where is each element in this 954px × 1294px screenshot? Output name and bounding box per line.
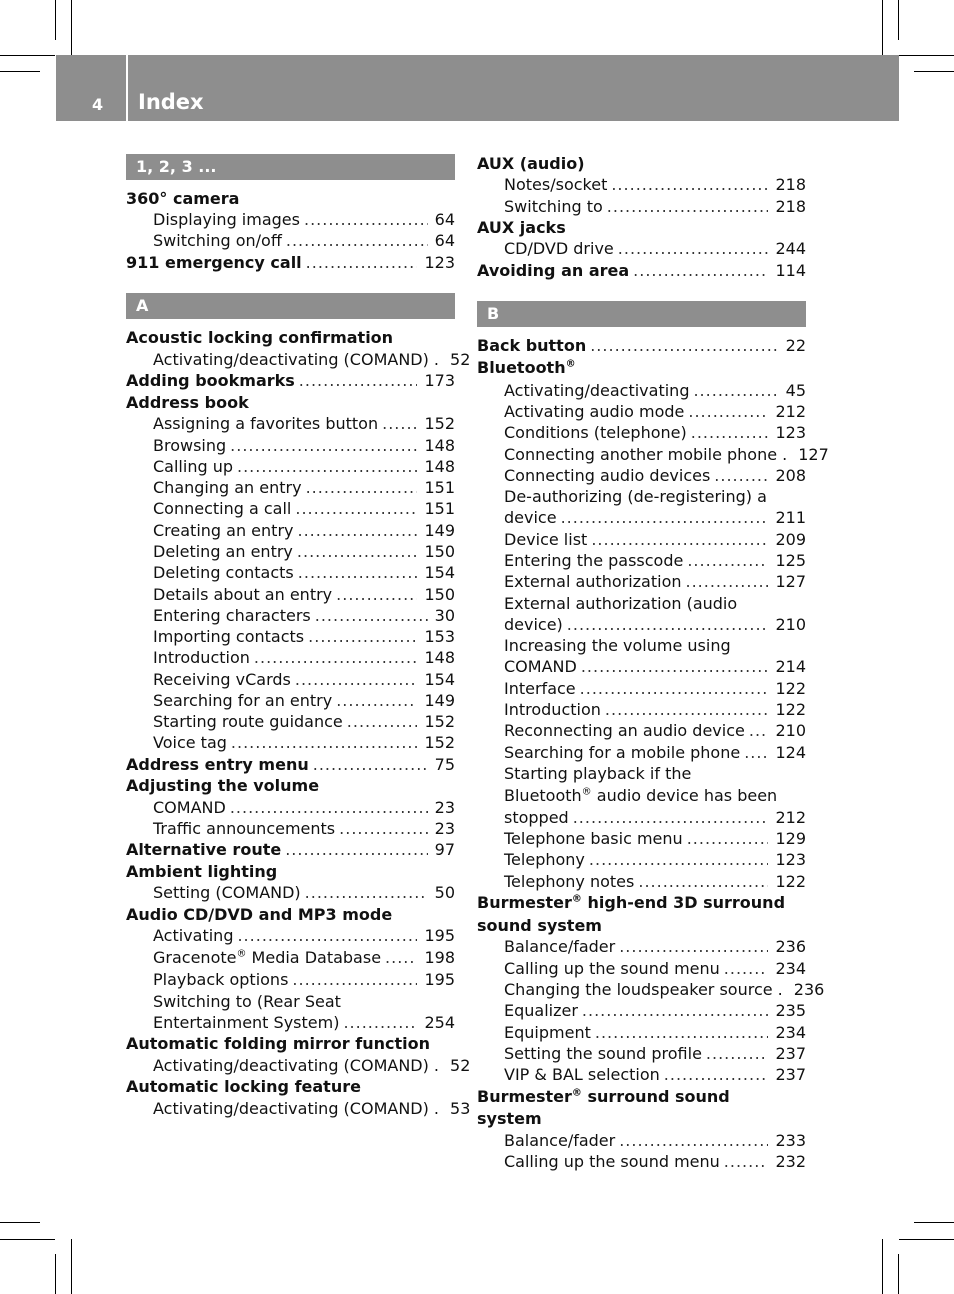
index-subentry: De-authorizing (de-registering) a bbox=[504, 487, 767, 506]
index-entry: AUX (audio) bbox=[477, 154, 585, 173]
crop-mark bbox=[0, 1222, 40, 1223]
index-subentry: Playback options ..... 195 bbox=[153, 970, 455, 990]
index-subentry: VIP & BAL selection ..... 237 bbox=[504, 1065, 806, 1085]
index-entry: Acoustic locking confirmation bbox=[126, 328, 394, 347]
index-subentry: External authorization (audio bbox=[504, 594, 738, 613]
index-subentry: Connecting another mobile phone . 127 bbox=[504, 445, 829, 464]
index-entry: Burmester® surround sound bbox=[477, 1087, 730, 1106]
crop-mark bbox=[898, 1254, 899, 1294]
index-subentry: Activating/deactivating (COMAND) . 52 bbox=[153, 350, 471, 369]
index-subentry: device ..... 211 bbox=[504, 508, 806, 528]
index-subentry: Telephony ..... 123 bbox=[504, 850, 806, 870]
index-entry: Alternative route ..... 97 bbox=[126, 840, 455, 860]
index-entry: Burmester® high-end 3D surround bbox=[477, 893, 786, 912]
index-subentry: Device list ..... 209 bbox=[504, 530, 806, 550]
index-subentry: Equipment ..... 234 bbox=[504, 1023, 806, 1043]
index-subentry: Starting playback if the bbox=[504, 764, 692, 783]
index-subentry: Calling up the sound menu ..... 232 bbox=[504, 1152, 806, 1172]
index-subentry: Telephone basic menu ..... 129 bbox=[504, 829, 806, 849]
crop-mark bbox=[898, 0, 899, 40]
crop-mark bbox=[0, 55, 55, 56]
index-subentry: Activating/deactivating ..... 45 bbox=[504, 381, 806, 401]
index-subentry: Balance/fader ..... 233 bbox=[504, 1131, 806, 1151]
index-subentry: CD/DVD drive ..... 244 bbox=[504, 239, 806, 259]
crop-mark bbox=[0, 1239, 55, 1240]
index-subentry: Voice tag ..... 152 bbox=[153, 733, 455, 753]
index-subentry: Displaying images ..... 64 bbox=[153, 210, 455, 230]
index-subentry: Conditions (telephone) ..... 123 bbox=[504, 423, 806, 443]
crop-mark bbox=[55, 0, 56, 40]
index-subentry: Creating an entry ..... 149 bbox=[153, 521, 455, 541]
index-subentry: Switching to (Rear Seat bbox=[153, 992, 341, 1011]
index-entry: 360° camera bbox=[126, 189, 240, 208]
index-subentry: Bluetooth® audio device has been bbox=[504, 786, 778, 805]
index-subentry: Notes/socket ..... 218 bbox=[504, 175, 806, 195]
index-subentry: Importing contacts ..... 153 bbox=[153, 627, 455, 647]
index-subentry: Switching on/off ..... 64 bbox=[153, 231, 455, 251]
index-subentry: Entering characters ..... 30 bbox=[153, 606, 455, 626]
crop-mark bbox=[55, 1254, 56, 1294]
crop-mark bbox=[914, 71, 954, 72]
index-subentry: Introduction ..... 122 bbox=[504, 700, 806, 720]
index-subentry: External authorization ..... 127 bbox=[504, 572, 806, 592]
crop-mark bbox=[71, 0, 72, 55]
index-subentry: Interface ..... 122 bbox=[504, 679, 806, 699]
index-subentry: Introduction ..... 148 bbox=[153, 648, 455, 668]
index-entry: system bbox=[477, 1109, 542, 1128]
section-header-123: 1, 2, 3 ... bbox=[126, 154, 455, 180]
section-header-b: B bbox=[477, 301, 806, 327]
page-title: Index bbox=[138, 90, 204, 114]
index-entry: Bluetooth® bbox=[477, 358, 576, 377]
crop-mark bbox=[882, 1239, 883, 1294]
index-subentry: Traffic announcements ..... 23 bbox=[153, 819, 455, 839]
crop-mark bbox=[71, 1239, 72, 1294]
index-entry: Adding bookmarks ..... 173 bbox=[126, 371, 455, 391]
index-subentry: Assigning a favorites button ..... 152 bbox=[153, 414, 455, 434]
index-entry: Automatic locking feature bbox=[126, 1077, 361, 1096]
index-subentry: Switching to ..... 218 bbox=[504, 197, 806, 217]
index-subentry: Activating/deactivating (COMAND) . 52 bbox=[153, 1056, 471, 1075]
index-subentry: Calling up the sound menu ..... 234 bbox=[504, 959, 806, 979]
crop-mark bbox=[0, 71, 40, 72]
index-subentry: Setting (COMAND) ..... 50 bbox=[153, 883, 455, 903]
index-subentry: Deleting an entry ..... 150 bbox=[153, 542, 455, 562]
crop-mark bbox=[899, 1239, 954, 1240]
index-subentry: Browsing ..... 148 bbox=[153, 436, 455, 456]
index-subentry: COMAND ..... 214 bbox=[504, 657, 806, 677]
index-entry: Ambient lighting bbox=[126, 862, 278, 881]
index-subentry: Connecting a call ..... 151 bbox=[153, 499, 455, 519]
index-subentry: Equalizer ..... 235 bbox=[504, 1001, 806, 1021]
index-subentry: Details about an entry ..... 150 bbox=[153, 585, 455, 605]
page-header bbox=[56, 55, 899, 121]
index-entry: Adjusting the volume bbox=[126, 776, 320, 795]
index-subentry: Receiving vCards ..... 154 bbox=[153, 670, 455, 690]
index-subentry: Changing an entry ..... 151 bbox=[153, 478, 455, 498]
index-subentry: Activating/deactivating (COMAND) . 53 bbox=[153, 1099, 471, 1118]
index-entry: Address entry menu ..... 75 bbox=[126, 755, 455, 775]
index-subentry: COMAND ..... 23 bbox=[153, 798, 455, 818]
section-header-a: A bbox=[126, 293, 455, 319]
index-subentry: Calling up ..... 148 bbox=[153, 457, 455, 477]
index-subentry: Deleting contacts ..... 154 bbox=[153, 563, 455, 583]
index-subentry: Activating audio mode ..... 212 bbox=[504, 402, 806, 422]
index-entry: AUX jacks bbox=[477, 218, 566, 237]
index-entry: 911 emergency call ..... 123 bbox=[126, 253, 455, 273]
index-subentry: Entering the passcode ..... 125 bbox=[504, 551, 806, 571]
header-divider bbox=[126, 55, 128, 121]
index-subentry: Activating ..... 195 bbox=[153, 926, 455, 946]
index-entry: Avoiding an area ..... 114 bbox=[477, 261, 806, 281]
index-subentry: Starting route guidance ..... 152 bbox=[153, 712, 455, 732]
index-subentry: Searching for an entry ..... 149 bbox=[153, 691, 455, 711]
index-subentry: Searching for a mobile phone ..... 124 bbox=[504, 743, 806, 763]
index-entry: Audio CD/DVD and MP3 mode bbox=[126, 905, 393, 924]
page-number: 4 bbox=[92, 95, 104, 114]
crop-mark bbox=[914, 1222, 954, 1223]
index-subentry: Telephony notes ..... 122 bbox=[504, 872, 806, 892]
index-entry: sound system bbox=[477, 916, 602, 935]
index-subentry: Changing the loudspeaker source . 236 bbox=[504, 980, 825, 999]
index-subentry: Reconnecting an audio device ..... 210 bbox=[504, 721, 806, 741]
crop-mark bbox=[882, 0, 883, 55]
index-subentry: Balance/fader ..... 236 bbox=[504, 937, 806, 957]
index-subentry: Gracenote® Media Database ..... 198 bbox=[153, 948, 455, 968]
index-entry: Automatic folding mirror function bbox=[126, 1034, 430, 1053]
index-subentry: Entertainment System) ..... 254 bbox=[153, 1013, 455, 1033]
index-entry: Address book bbox=[126, 393, 249, 412]
index-entry: Back button ..... 22 bbox=[477, 336, 806, 356]
index-subentry: stopped ..... 212 bbox=[504, 808, 806, 828]
index-subentry: Connecting audio devices ..... 208 bbox=[504, 466, 806, 486]
index-subentry: device) ..... 210 bbox=[504, 615, 806, 635]
crop-mark bbox=[899, 55, 954, 56]
index-subentry: Setting the sound profile ..... 237 bbox=[504, 1044, 806, 1064]
index-subentry: Increasing the volume using bbox=[504, 636, 731, 655]
